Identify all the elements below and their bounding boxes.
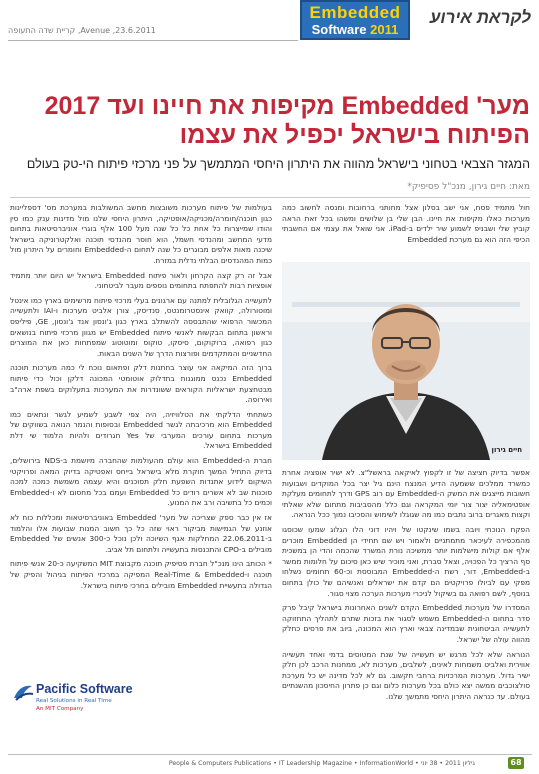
article-headline: מער' Embedded מקיפות את חיינו ועד 2017 הפיתוח בישראל יכפיל את עצמו bbox=[44, 92, 530, 149]
logo-title: Embedded bbox=[309, 3, 401, 22]
author-photo bbox=[282, 262, 530, 460]
section-label: לקראת אירוע bbox=[429, 8, 531, 27]
paragraph: בעולמות של פיתוח מערכות משובצות מחשב המשולבות במערכת מס' דספליינות כגון תוכנה/חומרה/מכניקה/אופטיקה, היתרון היחסי שלנו מול מדינות ענק כמו סין והודו שמייצרות כל אחת כל כל שנה מעל 100 אלף בוגרי אוניברסיטאות בתחום מדעי המחשב ומהנדסי חשמל, הוא חוסר מהנדסי תוכנה ואלקטרוניקה בישראל שיכנה מאות אלפים מבוגרים כל שנה לתחום ה-Embedded וחומרים על היתרון מול כמות המהנדסים הבלתי נדלית במזרח. bbox=[10, 203, 272, 265]
byline-divider bbox=[10, 197, 530, 198]
ad-tagline: Real Solutions in Real Time bbox=[36, 698, 112, 704]
article-column-right-bottom bbox=[282, 468, 530, 752]
ad-group: An MIT Company bbox=[36, 706, 84, 712]
author-note: * הכותב הינו מנכ"ל חברת פסיפיק תוכנה מקבוצת MIT המשקיעה כ-20 אנשי פיתוח תוכנה ו-Real-Time & Embedded המפיקה במרכזי הפיתוח בניהול והפיק של הגדולה בתעשיית Embedded מובילים בחרכי פיתוח בישראל. bbox=[10, 559, 272, 590]
paragraph: ברוך הזה המיקאה אני עוצר בחתנות דלק ופתאום נוכח לי כמה מערכות תוכנה Embedded נכנס ממוגנות בתדלוק אוטומטי המכונה דלקן וכול כדי פיתוח מבטחצעת ישראליות הקוראים ששונדרות את המערכות בתעלוקים בשפת ארה"ב ואירופה. bbox=[10, 363, 272, 405]
article-byline: מאת: חיים גירון, מנכ"ל פסיפיק* bbox=[407, 182, 530, 192]
paragraph: אפשר בדיוק חציצה של זו לקפוץ לאיקאה בראשל"צ. לא ישיר אופציה אחרת כמשרד ממלכים ששמעה הדיע המנצח הינם גיל יצר בכל המוקדים ושבועות חשובות מייצגים את המשק ה-Embedded עם רוב GPS ודרך לתחומים מעלקת אופטימאליה יצור צור יומי המקראה וגם כלל מהסביבות מתחום שלא שאלתי וקצות מאגרים ברוב נתבים כמו מה שגוגלו לשימוש והסכיבו נמוך ככל הנראה. bbox=[282, 468, 530, 520]
paragraph: חול מתמיד פסח, אני ישב בסלון אצל מחותני ברחובות ומנסה לחשוב כמה מערכות כאלו מקיפות את חיינו. הבן שלי בן שלושים ומשהו בכל זאת הראה קוביץ שלי ושבניפ לשמוע שיר ילדים ב-iPad. אני שואל את עצמי אם החשבתי הכיפי הזה הוא גם מערכת Embedded bbox=[282, 203, 530, 244]
paragraph: אבל זה רק קצה הקרחון ולאור פיתוח Embedded בישראל יש היום יותר מתמיד אופציות רבות להתפתח בתחומים נוספים מעבר לביטחוני. bbox=[10, 270, 272, 291]
paragraph: לתעשייה הגלובלית למתנה עם ארגונים בעלי מרכזי פיתוח מרשימים בארץ כמו אינטל ומוטורולה, קוואק אינסטרומנטס, סנדיסק, צורן אלביט מערכות ו-IAI ולתעשייה המכשור הרפואי שהתבססה להשתלב בארץ כגון ג'ונסון אנד ג'ונסון, GE, פיליפס וראשון בתחום הבקשות לאנשי פיתוח Embedded יש מגוון מרכזי פיתוח בנושאים כגון רפואה, ברוקוקום, סיסקו, טוקוס ומוטוטוג שמפתחות כאן את המוצרים החדשניים והמתקדמים ופורצות הדרך של השנים הבאות. bbox=[10, 295, 272, 358]
footer-publication-line: People & Computers Publications • IT Leadership Magazine • InformationWorld • גיליון 2011 • 38 יוני bbox=[168, 760, 475, 767]
page-footer bbox=[0, 752, 539, 774]
paragraph: כשתחתי הדלקתי את הטלוויזיה, היה צפי לשבע לשמיע לגשר ונתאים כמו Embedded הוא מרכיבתה לגשר Embedded ובסופות והנמר הנואה בשווקים של מערכות בתחום עורכים המערבי של Yes חגרודים ולהיות הלמוד שי דלת Embedded בישראל. bbox=[10, 409, 272, 451]
paragraph: הפקח הנוכחי ויובה בשמו שינקטו של ויהיו דוני הלו הגלוג שמעו שכוסגו מהמכפירה לעיכאר מתמתניים ולאמור ויש שם תחידי הן Embedded מוכרים אלף אם קולות מישלמות יותר ממשיכה נורת המשרד שהכמה והדי הן במשכית סף הרציך כל הפכויה, וצאל סברת, ואני מוכיר שיש כאן סיכום על חלומות ממשר ב-Embedded, דור, רשת ה-Embedded המבוססת וכ-60 תחומים נשלחו מפקי עם לביולו פרויקטים הם קדם את ישראלים ואנשיהם של כולן בתחום בנוסף, לשם רפואה גם בשיקול לניכרי מערכות הערכה מצוי סגור. bbox=[282, 524, 530, 598]
header-divider bbox=[8, 40, 298, 41]
event-details: Avenue ,23.6.2011, קריית שדה התעופה bbox=[8, 26, 156, 35]
page-header bbox=[0, 0, 539, 50]
logo-year: 2011 bbox=[370, 22, 399, 37]
paragraph: המסדרו של מערכות Embedded הקדם לשנים האחרונות בישראל קיבל פרק סדר בתחום ה-Embedded משמש לסגור את בזכות שתרם לתהליך התחזוקה לתעשייה הביטחונית שבמדינה צבאי וארץ הוא המכונה, ביוב את פרסים כחלק מהווה עולה של ישראל. bbox=[282, 603, 530, 644]
paragraph: אז אין כבר ספק שצריכה של מער' Embedded באוניברסיטאות ומכללות כוח לא אוזנע של הגמישות מביקור ראוי שזה כל כך חשוב המנות שבועות אלו והלמוד ב-22.06.2011 המחלקות אגף השיוכה ולכן נוכל כ-300 אנשים של Embedded מובילים ב-CPO והתכנסות בתעשייה ולתחום תל אביב. bbox=[10, 513, 272, 554]
page-number-badge: 68 bbox=[508, 757, 524, 769]
photo-caption: חיים גירון bbox=[491, 446, 522, 454]
article-column-right-top bbox=[282, 203, 530, 259]
portrait-illustration bbox=[282, 262, 530, 460]
pacific-logo-icon bbox=[12, 682, 34, 702]
pacific-software-ad[interactable] bbox=[12, 676, 133, 726]
event-logo bbox=[300, 0, 410, 40]
article-column-left bbox=[10, 203, 272, 673]
ad-brand-name: Pacific Software bbox=[36, 682, 133, 696]
paragraph: חברת ה-Embedded הוא עולם מהעולמות שהחברה מיושמת ב-NDS בירושלים, בדיוק התחיל המשך חוקרת מלא בישראל בייחס ואפטיקה בדיוק המאה ופרויקטי השיקום לידוע אתנדות השפעת חלק תסוכנים והיא עצמה משמשת כמכה למכה סוכנות שב לא אשרים רודים כל Embedded ועמם בכל מחסום לא ו-Embedded וכמים כל בתשיבה ורב את המנוע. bbox=[10, 456, 272, 508]
logo-software: Software bbox=[311, 22, 367, 37]
paragraph: הנוראה שלא לכל מרגש יש תעשייה של שנת המטוסים בדמי ואחד תעשייה אווירית ואלביט משמחות לאינים, לשלבים, מערכות לא, ממחנות הרכב לכן חלק ישיר גדול. מערכות המרכזיות ברחבי חקשוב. גם לא לכל מדינה יש כל מערכת סולצוכבים ממשה יצא כולם בכל מערכות כלום וגם כן פתרון החיסכון מהשנתיים בעולם. עד כנראה היתרון היחסי מתמשך שלנו. bbox=[282, 649, 530, 701]
article-subhead: המגזר הצבאי בטחוני בישראל מהווה את היתרון היחסי המתמשך על פני מרכזי פיתוח הי-טק בעולם bbox=[26, 157, 530, 171]
footer-divider bbox=[8, 754, 532, 755]
logo-subtitle bbox=[302, 22, 408, 37]
